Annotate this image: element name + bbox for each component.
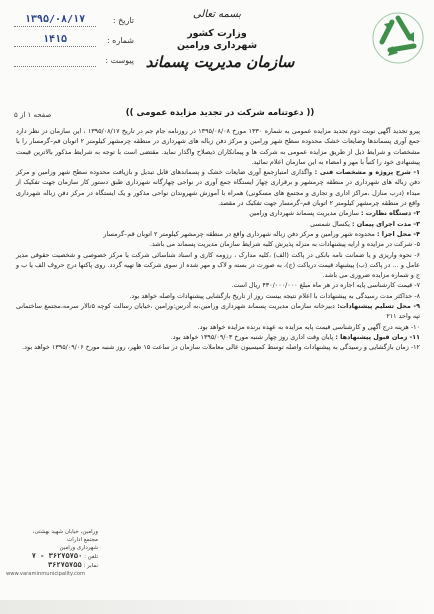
condition-text: ۱۲- زمان بازگشایی و رسیدگی به پیشنهادات واصله توسط کمیسیون عالی معاملات سازمان در ساعت ۱۵ ظهر، روز شنبه مورخ ۱۳۹۵/۰۹/۰۶ خواهد بود. (22, 343, 420, 352)
basmala: بسمه تعالی (192, 9, 242, 20)
intro-paragraph: پیرو تجدید آگهی نوبت دوم تجدید مزایده عمومی به شماره ۱۳۳۰ مورخ ۱۳۹۵/۰۸/۰۸ در روزنامه جام جم در تاریخ ۱۳۹۵/۰۸/۱۷ ، این سازمان در نظر دارد جمع آوری پسماندها وضایعات خشک محدوده سطح شهر ورامین و مرکز دفن زباله های شهرداری در منطقه چرمشهر کیلومتر ۲ اتوبان قم–گرمسار را با مشخصات و شرایط ذیل از طریق مزایده عمومی به شرکت ها و پیمانکاران ذیصلاح واگذار نماید. مقتضی است با توجه به شرایط مذکور بالاترین قیمت پیشنهادی خود را کتباً با مهر و امضاء به این سازمان اعلام نمائید. (16, 127, 420, 166)
condition-text: ۱۰- هزینه درج آگهی و کارشناسی قیمت پایه مزایده به عهده برنده مزایده خواهد بود. (197, 322, 420, 331)
address-line: شهرداری ورامین (59, 545, 98, 551)
condition-item (16, 229, 420, 239)
condition-heading: ۱- شرح پروژه و مشخصات فنی : (314, 168, 420, 177)
date-row (14, 10, 134, 30)
address-line: ورامین، خیابان شهید بهشتی، (32, 529, 98, 535)
condition-item (16, 239, 420, 249)
condition-item (16, 208, 420, 218)
fax-row (6, 561, 98, 570)
phone-row (6, 552, 98, 561)
fax-label: نمابر : (83, 563, 98, 569)
attachment-row (14, 50, 134, 70)
date-value: ۱۳۹۵/۰۸/۱۷ (14, 13, 96, 27)
attachment-value (14, 53, 96, 67)
number-row (14, 30, 134, 50)
condition-heading: ۱۱- زمان قبول پیشنهادها : (335, 332, 420, 341)
condition-heading: ۲- دستگاه نظارت : (361, 209, 420, 218)
condition-text: دبیرخانه سازمان مدیریت پسماند شهرداری ورامین،به آدرس:ورامین ،خیابان رسالت کوچه ۵تالار سرمه،مجتمع ساختمانی تپه واحد ۲۱۱ (16, 302, 420, 321)
footer-contact (6, 528, 98, 578)
condition-item (16, 342, 420, 352)
page-number: صفحه ۱ از ۵ (14, 111, 52, 119)
municipality-name: شهرداری ورامین (176, 40, 258, 51)
condition-item (16, 332, 420, 342)
document-title: (( دعوتنامه شرکت در تجدید مزایده عمومی )) (125, 108, 315, 118)
condition-text: محدوده شهر ورامین و مرکز دفن زباله شهرداری واقع در منطقه چرمشهر کیلومتر ۲ اتوبان قم–گرمسار (103, 229, 375, 238)
condition-item (16, 167, 420, 208)
number-value: ۱۴۱۵ (14, 33, 96, 47)
date-label: تاریخ : (112, 15, 134, 25)
website-url: www.varaminmunicipality.com (6, 571, 86, 577)
condition-text: ۷- قیمت کارشناسی پایه اجاره در هر ماه مبلغ ۴۳۰/۰۰۰/۰۰۰ ریال است. (231, 281, 420, 290)
number-label: شماره : (106, 35, 134, 45)
letter-meta (14, 10, 134, 70)
phone-value: ۳۶۲۷۵۷۵۰ - ۷ (31, 552, 83, 560)
ministry-name: وزارت کشور (187, 28, 247, 39)
condition-heading: ۳- مدت اجرای پیمان : (351, 219, 420, 228)
recycle-logo-icon (370, 10, 426, 66)
condition-item (16, 219, 420, 229)
condition-text: ۶- نحوه واریزی و یا ضمانت نامه بانکی در پاکت (الف) ،کلیه مدارک ، رزومه کاری و اسناد شناسائی شرکت یا مرکز خصوصی و شخصیت حقوقی مدیر عامل و … در پاکت (ب) پیشنهاد قیمت دریاکت (ج)، به صورت در بسته و لاک و مهر شده از سوی شرکت ها تهیه گردد. روی پاکتها درج حروف الف یا ب و ج و شماره مزایده ضروری می باشد. (16, 250, 420, 280)
phone-label: تلفن : (84, 554, 98, 560)
footer-band (0, 600, 434, 614)
condition-item (16, 291, 420, 301)
letter-body (16, 126, 420, 353)
attachment-label: پیوست : (105, 55, 134, 65)
condition-text: ۸- حداکثر مدت رسیدگی به پیشنهادات با اعلام نتیجه بیست روز از تاریخ بازگشایی پیشنهادات واصله خواهد بود. (129, 291, 420, 300)
condition-text: ۵- شرکت در مزایده و ارایه پیشنهادات به منزله پذیرش کلیه شرایط سازمان مدیریت پسماند می باشد. (149, 240, 420, 249)
condition-text: سازمان مدیریت پسماند شهرداری ورامین (249, 209, 359, 218)
fax-value: ۳۶۲۷۵۷۵۵ (47, 561, 82, 569)
ministry-block (167, 28, 267, 52)
condition-item (16, 322, 420, 332)
condition-text: یکسال شمسی (310, 219, 350, 228)
address-line: مجتمع ادارات (67, 537, 98, 543)
condition-text: واگذاری امتیازجمع آوری ضایعات خشک و پسماندهای قابل تبدیل و بازیافت محدوده سطح شهر ورامین و مرکز دفن زباله های شهرداری در منطقه چرمشهر و برقراری چهار ایستگاه جمع آوری در نواحی چهارگانه شهرداری طبق دستور کار سازمان جهت تفکیک از مبداء (درب منازل ،مراکز اداری و تجاری و مجتمع های مسکونی) همراه با آموزش شهروندان نواحی مذکور و یک ایستگاه در مرکز دفن زباله شهرداری واقع در منطقه چرمشهر کیلومتر ۲ اتوبان قم–گرمسار جهت تفکیک در مقصد. (16, 168, 420, 208)
organization-name: سازمان مدیریت پسماند (145, 53, 295, 71)
condition-item (16, 250, 420, 281)
condition-item (16, 280, 420, 290)
condition-heading: ۹- محل تسلیم پیشنهادات: (337, 302, 420, 311)
conditions-list (16, 167, 420, 352)
condition-item (16, 301, 420, 322)
condition-text: پایان وقت اداری روز چهار شنبه مورخ ۱۳۹۵/۰۹/۰۳ خواهد بود. (170, 332, 334, 341)
condition-heading: ۴- محل اجرا : (376, 229, 420, 238)
